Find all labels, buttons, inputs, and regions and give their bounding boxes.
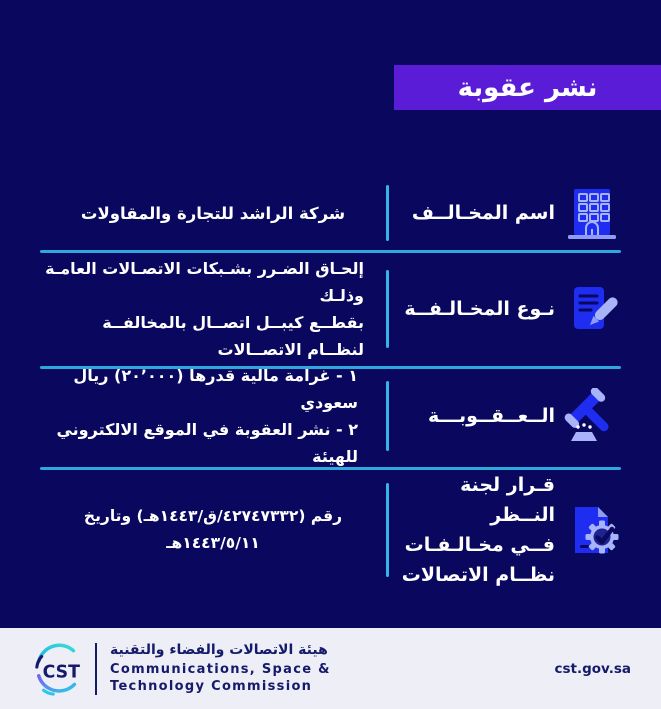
row-value: شركة الراشد للتجارة والمقاولات: [80, 203, 346, 223]
row-violation-type: [40, 259, 621, 359]
building-icon: [563, 185, 621, 241]
row-label: الــعــقــوبـــة: [427, 405, 555, 427]
vertical-divider: [386, 381, 389, 451]
org-name-english-line2: Technology Commission: [110, 679, 313, 694]
document-gear-check-icon: [563, 502, 621, 558]
footer: [0, 628, 661, 709]
separator-line: [40, 250, 621, 253]
vertical-divider: [386, 185, 389, 241]
vertical-divider: [386, 483, 389, 577]
org-name-arabic: هيئة الاتصالات والفضاء والتقنية: [110, 642, 328, 658]
row-decision: [40, 474, 621, 586]
org-name-block: [110, 642, 331, 695]
row-label: قـرار لجنة النــظر فــي مخـالـفـات نظــام الاتصالات: [401, 474, 555, 586]
row-violator-name: [40, 182, 621, 244]
row-value: إلحـاق الضـرر بشـبكات الاتصـالات العامـة وذلـك بقطــع كيبــل اتصــال بالمخالفــة لنظــام الاتصــالات: [45, 259, 364, 359]
row-label: نـوع المخـالـفــة: [404, 298, 555, 320]
website-url: cst.gov.sa: [554, 660, 631, 677]
svg-text:CST: CST: [42, 662, 80, 683]
cst-logo: [32, 642, 86, 696]
vertical-divider: [386, 270, 389, 348]
banner-title: [394, 65, 661, 110]
row-value: ١ - غرامة مالية قدرها (٢٠٬٠٠٠) ريال سعودي ٢ - نشر العقوبة في الموقع الالكتروني للهيئة: [56, 366, 358, 466]
row-label: اسم المخـالــف: [411, 202, 555, 224]
logo-divider: [95, 643, 97, 695]
banner-title-text: نشر عقوبة: [457, 72, 598, 103]
org-name-english-line1: Communications, Space &: [110, 662, 331, 677]
row-penalty: [40, 366, 621, 466]
document-pen-icon: [563, 281, 621, 337]
gavel-icon: [563, 388, 621, 444]
row-value: رقم (٤٢٧٤٧٣٣٢/ق/١٤٤٣هـ) وتاريخ ١٤٤٣/٥/١١هـ: [83, 507, 343, 552]
